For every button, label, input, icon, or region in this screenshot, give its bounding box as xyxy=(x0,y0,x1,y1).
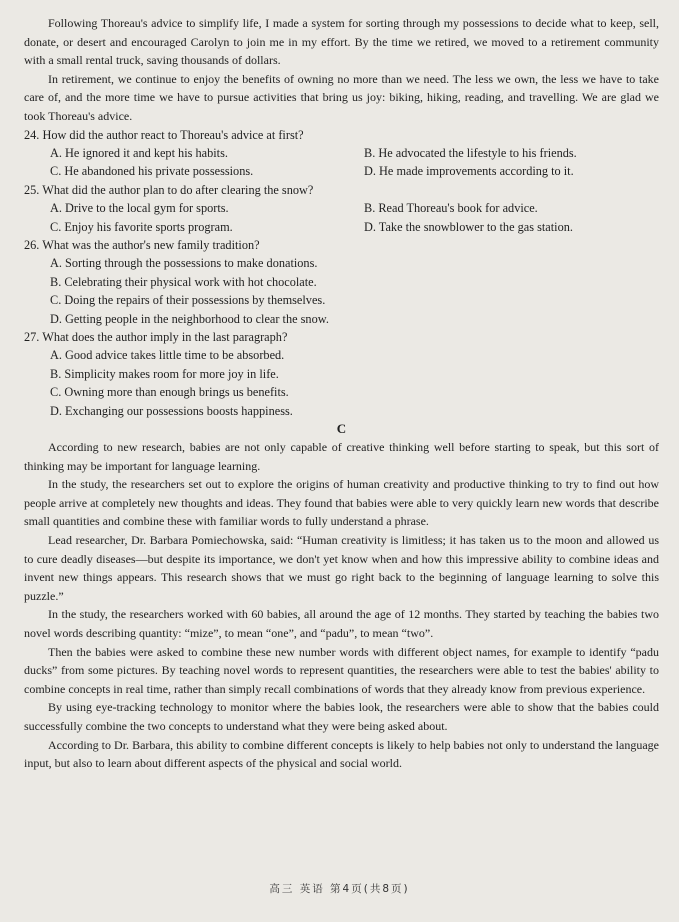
option-b[interactable]: B. Read Thoreau's book for advice. xyxy=(364,201,538,216)
passage-c-paragraph: Then the babies were asked to combine these new number words with different object names, for example to identify “padu ducks” from some pictures. By teaching novel words to represent quantities, the researchers were able to test the babies' ability to combine concepts in real time, rather than simply recall combinations of words that they already know from previous experience. xyxy=(24,644,659,696)
options xyxy=(24,144,659,181)
passage-c-paragraph: According to new research, babies are not only capable of creative thinking well before starting to speak, but this sort of thinking may be important for language learning. xyxy=(24,440,659,473)
section-heading: C xyxy=(336,421,347,437)
question-26 xyxy=(24,236,659,328)
option-b[interactable]: B. Celebrating their physical work with hot chocolate. xyxy=(50,274,317,289)
option-c[interactable]: C. He abandoned his private possessions. xyxy=(50,164,254,179)
question-24 xyxy=(24,126,659,181)
passage-c-paragraph: By using eye-tracking technology to monitor where the babies look, the researchers were able to show that the babies could successfully combine the two concepts to understand what they were being asked about. xyxy=(24,700,659,733)
passage-c-paragraph: In the study, the researchers set out to explore the origins of human creativity and productive thinking to try to find out how people arrive at completely new thoughts and ideas. They found that babies were able to very quickly learn new words that describe small quantities and combine these with familiar words to fully understand a phrase. xyxy=(24,477,659,529)
option-a[interactable]: A. He ignored it and kept his habits. xyxy=(50,145,228,160)
passage-c-paragraph: In the study, the researchers worked with 60 babies, all around the age of 12 months. They started by teaching the babies two novel words describing quantity: “mize”, to mean “one”, and “padu”, to mean “two”. xyxy=(24,607,659,640)
option-c[interactable]: C. Doing the repairs of their possessions by themselves. xyxy=(50,293,326,308)
passage-b-paragraph-1: Following Thoreau's advice to simplify life, I made a system for sorting through my possessions to decide what to keep, sell, donate, or desert and encouraged Carolyn to join me in my effort. By the time we retired, we moved to a retirement community with a small rental truck, saving thousands of dollars. xyxy=(24,16,659,68)
passage-c-paragraph: Lead researcher, Dr. Barbara Pomiechowska, said: “Human creativity is limitless; it has taken us to the moon and allowed us to cure deadly diseases—but despite its importance, we don't yet know when and how this impressive ability to combine ideas and invent new things appears. This research shows that we must go right back to the beginning of language learning to solve this puzzle.” xyxy=(24,533,659,603)
option-b[interactable]: B. Simplicity makes room for more joy in life. xyxy=(50,366,279,381)
option-a[interactable]: A. Sorting through the possessions to make donations. xyxy=(50,256,318,271)
options xyxy=(24,346,659,420)
question-stem: 27. What does the author imply in the last paragraph? xyxy=(24,330,288,345)
question-stem: 25. What did the author plan to do after clearing the snow? xyxy=(24,182,314,197)
option-d[interactable]: D. He made improvements according to it. xyxy=(364,164,574,179)
option-d[interactable]: D. Getting people in the neighborhood to clear the snow. xyxy=(50,311,329,326)
option-b[interactable]: B. He advocated the lifestyle to his friends. xyxy=(364,145,577,160)
question-25 xyxy=(24,181,659,236)
page-footer: 高三 英语 第4页(共8页) xyxy=(269,883,410,895)
option-a[interactable]: A. Drive to the local gym for sports. xyxy=(50,201,229,216)
options xyxy=(24,199,659,236)
option-d[interactable]: D. Take the snowblower to the gas station. xyxy=(364,219,573,234)
question-stem: 24. How did the author react to Thoreau's advice at first? xyxy=(24,127,304,142)
question-stem: 26. What was the author's new family tradition? xyxy=(24,238,260,252)
passage-c-paragraph: According to Dr. Barbara, this ability to combine different concepts is likely to help babies not only to understand the language input, but also to learn about different aspects of the physical and social world. xyxy=(24,737,659,771)
option-c[interactable]: C. Owning more than enough brings us benefits. xyxy=(50,385,289,400)
passage-b-paragraph-2: In retirement, we continue to enjoy the benefits of owning no more than we need. The less we own, the less we have to take care of, and the more time we have to pursue activities that bring us joy: biking, hiking, reading, and travelling. We are glad we took Thoreau's advice. xyxy=(24,71,659,123)
option-d[interactable]: D. Exchanging our possessions boosts happiness. xyxy=(50,403,293,418)
option-a[interactable]: A. Good advice takes little time to be absorbed. xyxy=(50,348,285,363)
question-27 xyxy=(24,328,659,420)
options xyxy=(24,254,659,328)
option-c[interactable]: C. Enjoy his favorite sports program. xyxy=(50,219,233,234)
